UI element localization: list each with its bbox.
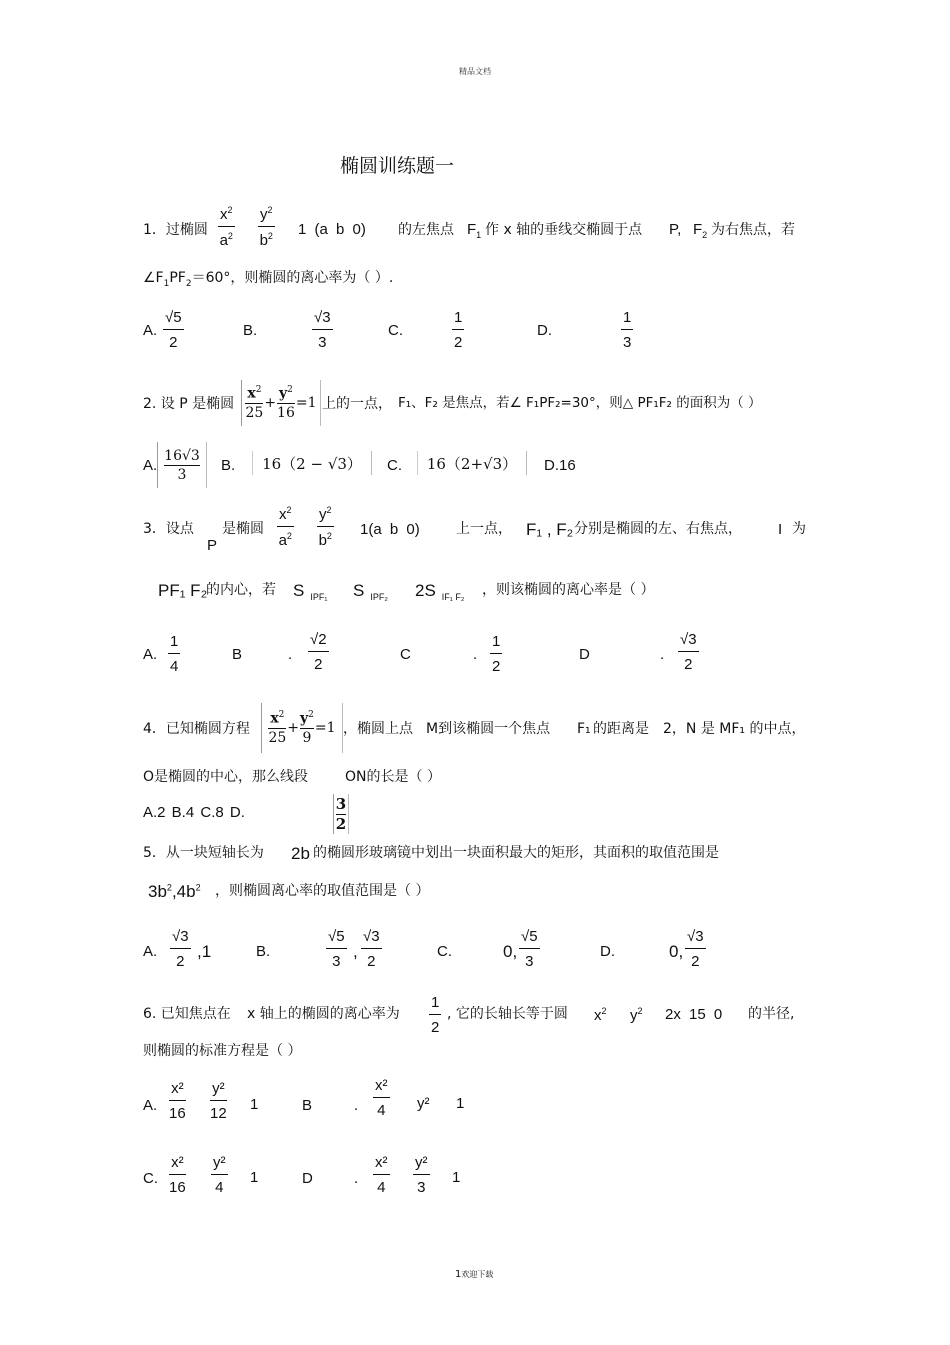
q3-option-b-label: B bbox=[232, 646, 243, 663]
q5-text1: 的椭圆形玻璃镜中划出一块面积最大的矩形，其面积的取值范围是 bbox=[313, 845, 719, 861]
q5-option-d-label: D. bbox=[600, 943, 615, 960]
q6-option-b-dot: . bbox=[354, 1097, 359, 1114]
q1-option-b-label: B. bbox=[243, 322, 258, 339]
q6-option-d-y-fraction: y² 3 bbox=[415, 1154, 428, 1196]
q1-f2: $F_2$ bbox=[693, 221, 708, 240]
q3-text4: 为 bbox=[792, 521, 806, 537]
q5-option-a-fraction: √3 2 bbox=[172, 928, 189, 970]
q3-s3: 2S $_{IF_1 F_2}$ bbox=[415, 581, 465, 603]
q1-eq-rest: 1 (a b 0) bbox=[298, 221, 366, 238]
q2-option-c-label: C. bbox=[387, 457, 402, 474]
q6-option-c-y-fraction: y² 4 bbox=[213, 1154, 226, 1196]
q1-p: P, bbox=[669, 221, 682, 238]
q2-option-a-image: 16√3 3 bbox=[157, 442, 207, 488]
q3-option-a-fraction: 1 4 bbox=[170, 633, 179, 675]
q6-number: 6. 已知焦点在 bbox=[143, 1006, 231, 1022]
q5-option-c-prefix: 0, bbox=[503, 942, 518, 961]
q6-option-d-dot: . bbox=[354, 1170, 359, 1187]
q6-option-b-rhs: 1 bbox=[456, 1095, 465, 1112]
q1-eq-y-fraction: $y^2$ $b^2$ bbox=[259, 205, 273, 249]
q3-s2: S $_{IPF_2}$ bbox=[353, 581, 388, 603]
q6-circle-rest: 2x 15 0 bbox=[665, 1006, 723, 1023]
q6-option-d-label: D bbox=[302, 1170, 313, 1187]
q3-eq-y-fraction: $y^2$ $b^2$ bbox=[318, 505, 332, 549]
q1-text1: 的左焦点 bbox=[398, 222, 454, 238]
q3-option-b-dot: . bbox=[288, 646, 293, 663]
footer-text: 欢迎下载 bbox=[461, 1270, 494, 1279]
q6-option-d-x-fraction: x² 4 bbox=[375, 1154, 388, 1196]
q3-option-c-fraction: 1 2 bbox=[492, 633, 501, 675]
q1-option-c-label: C. bbox=[388, 322, 403, 339]
q4-equation-image: $x^2$ 25 + $y^2$ 9 =1 bbox=[261, 703, 343, 753]
q6-option-a-y-fraction: y² 12 bbox=[210, 1080, 227, 1122]
q5-option-b-label: B. bbox=[256, 943, 271, 960]
q3-option-d-label: D bbox=[579, 646, 590, 663]
q3-option-b-fraction: √2 2 bbox=[310, 631, 327, 673]
q6-text1: x 轴上的椭圆的离心率为 bbox=[247, 1006, 400, 1022]
q1-text3: 为右焦点，若 bbox=[711, 222, 795, 238]
q6-option-a-rhs: 1 bbox=[250, 1096, 259, 1113]
q2-equation-image: $x^2$ 25 + $y^2$ 16 =1 bbox=[241, 380, 321, 426]
q4-line2-end: ON的长是（ ） bbox=[345, 769, 441, 785]
q6-eccentricity-fraction: 1 2 bbox=[431, 994, 440, 1036]
q6-option-b-y: y² bbox=[417, 1095, 430, 1112]
q3-line2-text: 的内心，若 bbox=[206, 582, 276, 598]
q2-option-d: D.16 bbox=[544, 457, 576, 474]
q6-option-a-label: A. bbox=[143, 1097, 158, 1114]
q2-option-c-image: 16（2+√3） bbox=[417, 451, 527, 475]
q3-option-a-label: A. bbox=[143, 646, 158, 663]
q2-option-b-label: B. bbox=[221, 457, 236, 474]
q4-options: A.2 B.4 C.8 D. bbox=[143, 804, 245, 821]
q6-option-c-label: C. bbox=[143, 1170, 158, 1187]
q1-line2: $\angle F_1PF_2=60^\circ$，则椭圆的离心率为（ ）. bbox=[143, 270, 394, 289]
q3-option-d-fraction: √3 2 bbox=[680, 631, 697, 673]
q5-option-d-fraction: √3 2 bbox=[687, 928, 704, 970]
q3-line2-triangle: PF₁ F₂ bbox=[158, 581, 208, 600]
q6-circle-x: $x^2$ bbox=[594, 1006, 607, 1024]
q3-foci: F₁ , F₂ bbox=[526, 520, 574, 539]
q4-text4: 2，N 是 MF₁ 的中点， bbox=[663, 721, 806, 737]
q3-line2-end: ，则该椭圆的离心率是（ ） bbox=[482, 582, 655, 598]
q4-f1: F₁ bbox=[577, 721, 591, 737]
q5-option-c-fraction: √5 3 bbox=[521, 928, 538, 970]
q6-text3: 的半径, bbox=[748, 1006, 795, 1022]
page-header: 精品文档 bbox=[459, 67, 491, 76]
q4-line2: O是椭圆的中心，那么线段 bbox=[143, 769, 309, 785]
q1-option-d-label: D. bbox=[537, 322, 552, 339]
q6-line2: 则椭圆的标准方程是（ ） bbox=[143, 1043, 302, 1059]
q4-text2: M到该椭圆一个焦点 bbox=[426, 721, 551, 737]
q6-text2: , 它的长轴长等于圆 bbox=[447, 1006, 568, 1022]
q5-number: 5．从一块短轴长为 bbox=[143, 845, 264, 861]
q1-eq-x-fraction: $x^2$ $a^2$ bbox=[219, 205, 233, 249]
q2-text1: 上的一点， bbox=[322, 396, 392, 412]
q3-option-c-dot: . bbox=[473, 646, 478, 663]
q6-option-d-rhs: 1 bbox=[452, 1169, 461, 1186]
q3-text3: 分别是椭圆的左、右焦点， bbox=[574, 521, 742, 537]
q4-text3: 的距离是 bbox=[593, 721, 649, 737]
q5-option-b-fraction1: √5 3 bbox=[328, 928, 345, 970]
q1-option-a-label: A. bbox=[143, 322, 158, 339]
q3-option-d-dot: . bbox=[660, 646, 665, 663]
q2-option-a-label: A. bbox=[143, 457, 158, 474]
q3-i: I bbox=[778, 521, 783, 538]
q5-option-b-fraction2: √3 2 bbox=[363, 928, 380, 970]
q5-range: $3b^2,4b^2$ bbox=[148, 882, 201, 901]
q4-option-d-image: 3 2 bbox=[333, 794, 349, 834]
q2-number: 2. 设 P 是椭圆 bbox=[143, 396, 235, 412]
q5-text2: ，则椭圆离心率的取值范围是（ ） bbox=[215, 883, 430, 899]
q3-number: 3．设点 bbox=[143, 521, 194, 537]
page-title: 椭圆训练题一 bbox=[340, 155, 455, 177]
q5-option-a-label: A. bbox=[143, 943, 158, 960]
q3-option-c-label: C bbox=[400, 646, 411, 663]
q5-b: 2b bbox=[291, 844, 310, 863]
q3-p: P bbox=[207, 537, 218, 554]
q3-text2: 上一点， bbox=[456, 521, 512, 537]
q6-option-a-x-fraction: x² 16 bbox=[169, 1080, 186, 1122]
q6-option-b-x-fraction: x² 4 bbox=[375, 1077, 388, 1119]
q1-f1: $F_1$ bbox=[467, 221, 482, 240]
q3-text1: 是椭圆 bbox=[222, 521, 264, 537]
q3-s1: S $_{IPF_1}$ bbox=[293, 581, 328, 603]
q1-number: 1．过椭圆 bbox=[143, 222, 208, 238]
q5-option-c-label: C. bbox=[437, 943, 452, 960]
q6-option-c-rhs: 1 bbox=[250, 1169, 259, 1186]
q4-number: 4．已知椭圆方程 bbox=[143, 721, 250, 737]
q1-option-d-fraction: 1 3 bbox=[623, 309, 632, 351]
page-footer bbox=[455, 1264, 493, 1280]
q1-option-b-fraction: √3 3 bbox=[314, 309, 331, 351]
q6-option-c-x-fraction: x² 16 bbox=[169, 1154, 186, 1196]
q1-option-c-fraction: 1 2 bbox=[454, 309, 463, 351]
q5-option-b-comma: , bbox=[353, 942, 358, 961]
q2-text2: F₁、F₂ 是焦点，若∠ F₁PF₂=30°，则△ PF₁F₂ 的面积为（ ） bbox=[398, 395, 762, 411]
q4-text1: ，椭圆上点 bbox=[343, 721, 413, 737]
q6-circle-y: $y^2$ bbox=[630, 1006, 643, 1024]
q6-option-b-label: B bbox=[302, 1097, 313, 1114]
q3-eq-rest: 1(a b 0) bbox=[360, 521, 420, 538]
q2-option-b-image: 16（2 − √3） bbox=[252, 451, 372, 475]
q1-text2: 作 x 轴的垂线交椭圆于点 bbox=[485, 222, 643, 238]
q1-option-a-fraction: √5 2 bbox=[165, 309, 182, 351]
q3-eq-x-fraction: $x^2$ $a^2$ bbox=[278, 505, 292, 549]
page-number: 1 bbox=[455, 1269, 462, 1280]
q5-option-a-suffix: ,1 bbox=[197, 942, 212, 961]
q5-option-d-prefix: 0, bbox=[669, 942, 684, 961]
